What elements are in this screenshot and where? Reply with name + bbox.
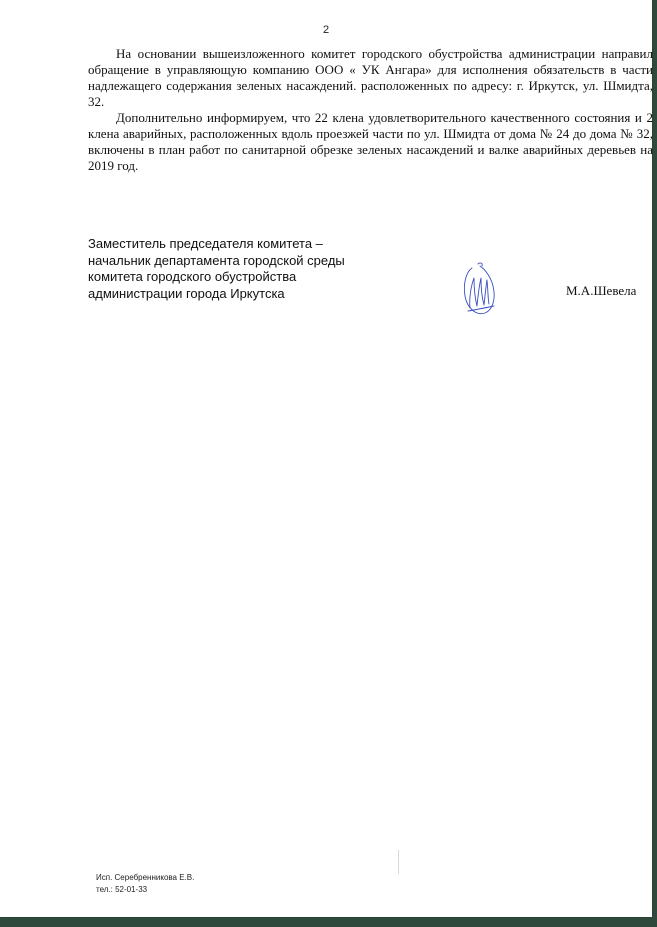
signatory-title (88, 236, 388, 302)
signatory-title-line: комитета городского обустройства (88, 269, 297, 284)
signer-name: М.А.Шевела (566, 283, 637, 298)
scan-artifact-line (398, 850, 399, 874)
handwritten-signature (458, 258, 498, 320)
signatory-title-line: начальник департамента городской среды (88, 252, 345, 268)
paragraph-pruning-plan: Дополнительно информируем, что 22 клена удовлетворительного качественного состояния и 2 клена аварийных, расположенных вдоль проезжей части по ул. Шмидта от дома № 24 до дома № 32, включены в план работ по санитарной обрезке зеленых насаждений и валке аварийных деревьев на 2019 год. (88, 110, 653, 173)
page-number: 2 (322, 24, 330, 36)
executor-info (96, 872, 194, 896)
executor-name: Исп. Серебренникова Е.В. (96, 873, 195, 882)
letter-body (88, 46, 653, 174)
signatory-title-line: администрации города Иркутска (88, 285, 285, 301)
executor-phone: тел.: 52-01-33 (96, 885, 148, 894)
signatory-title-line: Заместитель председателя комитета – (88, 236, 323, 251)
paragraph-complaint-forwarded: На основании вышеизложенного комитет городского обустройства администрации направил обращение в управляющую компанию ООО « УК Ангара» для исполнения обязательств в части надлежащего содержания зеленых насаждений. расположенных по адресу: г. Иркутск, ул. Шмидта, 32. (88, 46, 653, 109)
